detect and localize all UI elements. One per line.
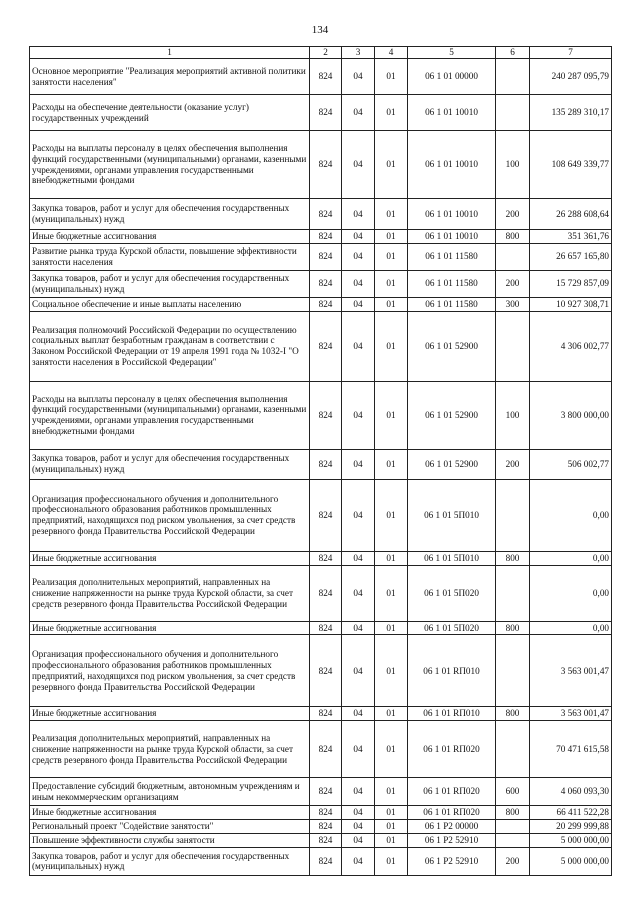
page-number: 134 bbox=[311, 24, 329, 36]
amount: 70 471 615,58 bbox=[530, 721, 612, 778]
expense-name: Иные бюджетные ассигнования bbox=[30, 806, 310, 820]
grbs-code: 824 bbox=[310, 479, 342, 551]
expense-type-code bbox=[496, 834, 530, 848]
table-row bbox=[30, 230, 612, 244]
subsection-code: 01 bbox=[375, 479, 408, 551]
amount: 20 299 999,88 bbox=[530, 820, 612, 834]
target-article-code: 06 1 01 10010 bbox=[408, 230, 496, 244]
section-code: 04 bbox=[342, 243, 375, 270]
amount: 240 287 095,79 bbox=[530, 59, 612, 95]
target-article-code: 06 1 01 10010 bbox=[408, 131, 496, 199]
grbs-code: 824 bbox=[310, 297, 342, 311]
subsection-code: 01 bbox=[375, 778, 408, 806]
expense-type-code: 800 bbox=[496, 806, 530, 820]
amount: 3 800 000,00 bbox=[530, 381, 612, 449]
table-row bbox=[30, 270, 612, 297]
column-number-header-row bbox=[30, 47, 612, 59]
expense-type-code bbox=[496, 243, 530, 270]
target-article-code: 06 1 01 5П020 bbox=[408, 565, 496, 621]
amount: 0,00 bbox=[530, 621, 612, 635]
subsection-code: 01 bbox=[375, 820, 408, 834]
amount: 3 563 001,47 bbox=[530, 635, 612, 707]
amount: 5 000 000,00 bbox=[530, 834, 612, 848]
target-article-code: 06 1 01 RП020 bbox=[408, 806, 496, 820]
amount: 3 563 001,47 bbox=[530, 707, 612, 721]
table-row bbox=[30, 635, 612, 707]
table-row bbox=[30, 551, 612, 565]
column-header: 2 bbox=[310, 47, 342, 59]
section-code: 04 bbox=[342, 635, 375, 707]
amount: 10 927 308,71 bbox=[530, 297, 612, 311]
expense-name: Расходы на выплаты персоналу в целях обеспечения выполнения функций государственными (муниципальными) органами, казенными учреждениями, органами управления государственными внебюджетными фондами bbox=[30, 381, 310, 449]
subsection-code: 01 bbox=[375, 95, 408, 131]
section-code: 04 bbox=[342, 778, 375, 806]
grbs-code: 824 bbox=[310, 635, 342, 707]
expense-name: Закупка товаров, работ и услуг для обеспечения государственных (муниципальных) нужд bbox=[30, 847, 310, 875]
target-article-code: 06 1 P2 52910 bbox=[408, 834, 496, 848]
table-row bbox=[30, 131, 612, 199]
subsection-code: 01 bbox=[375, 721, 408, 778]
grbs-code: 824 bbox=[310, 311, 342, 381]
subsection-code: 01 bbox=[375, 565, 408, 621]
subsection-code: 01 bbox=[375, 59, 408, 95]
subsection-code: 01 bbox=[375, 270, 408, 297]
expense-type-code bbox=[496, 565, 530, 621]
grbs-code: 824 bbox=[310, 721, 342, 778]
section-code: 04 bbox=[342, 131, 375, 199]
grbs-code: 824 bbox=[310, 243, 342, 270]
expense-name: Закупка товаров, работ и услуг для обеспечения государственных (муниципальных) нужд bbox=[30, 199, 310, 230]
grbs-code: 824 bbox=[310, 230, 342, 244]
expense-name: Предоставление субсидий бюджетным, автономным учреждениям и иным некоммерческим организациям bbox=[30, 778, 310, 806]
target-article-code: 06 1 01 RП010 bbox=[408, 707, 496, 721]
target-article-code: 06 1 01 11580 bbox=[408, 270, 496, 297]
amount: 26 288 608,64 bbox=[530, 199, 612, 230]
grbs-code: 824 bbox=[310, 381, 342, 449]
section-code: 04 bbox=[342, 707, 375, 721]
grbs-code: 824 bbox=[310, 806, 342, 820]
amount: 0,00 bbox=[530, 479, 612, 551]
table-row bbox=[30, 565, 612, 621]
table-row bbox=[30, 95, 612, 131]
grbs-code: 824 bbox=[310, 621, 342, 635]
grbs-code: 824 bbox=[310, 449, 342, 479]
section-code: 04 bbox=[342, 479, 375, 551]
table-row bbox=[30, 449, 612, 479]
table-row bbox=[30, 199, 612, 230]
target-article-code: 06 1 01 10010 bbox=[408, 199, 496, 230]
subsection-code: 01 bbox=[375, 635, 408, 707]
subsection-code: 01 bbox=[375, 847, 408, 875]
column-header: 6 bbox=[496, 47, 530, 59]
expense-type-code: 600 bbox=[496, 778, 530, 806]
target-article-code: 06 1 01 52900 bbox=[408, 311, 496, 381]
grbs-code: 824 bbox=[310, 847, 342, 875]
section-code: 04 bbox=[342, 381, 375, 449]
amount: 351 361,76 bbox=[530, 230, 612, 244]
section-code: 04 bbox=[342, 834, 375, 848]
column-header: 4 bbox=[375, 47, 408, 59]
subsection-code: 01 bbox=[375, 449, 408, 479]
subsection-code: 01 bbox=[375, 311, 408, 381]
subsection-code: 01 bbox=[375, 297, 408, 311]
target-article-code: 06 1 01 10010 bbox=[408, 95, 496, 131]
table-row bbox=[30, 847, 612, 875]
expense-name: Иные бюджетные ассигнования bbox=[30, 621, 310, 635]
target-article-code: 06 1 01 RП010 bbox=[408, 635, 496, 707]
expense-type-code: 800 bbox=[496, 551, 530, 565]
section-code: 04 bbox=[342, 820, 375, 834]
expense-type-code bbox=[496, 311, 530, 381]
expense-name: Закупка товаров, работ и услуг для обеспечения государственных (муниципальных) нужд bbox=[30, 270, 310, 297]
expense-type-code: 300 bbox=[496, 297, 530, 311]
expense-type-code bbox=[496, 59, 530, 95]
expense-name: Организация профессионального обучения и дополнительного профессионального образования работников промышленных предприятий, находящихся под риском увольнения, за счет средств резервного фонда Правительства Российской Федерации bbox=[30, 635, 310, 707]
section-code: 04 bbox=[342, 565, 375, 621]
column-header: 7 bbox=[530, 47, 612, 59]
expense-type-code: 800 bbox=[496, 621, 530, 635]
grbs-code: 824 bbox=[310, 131, 342, 199]
target-article-code: 06 1 P2 52910 bbox=[408, 847, 496, 875]
target-article-code: 06 1 P2 00000 bbox=[408, 820, 496, 834]
amount: 506 002,77 bbox=[530, 449, 612, 479]
grbs-code: 824 bbox=[310, 199, 342, 230]
expense-name: Реализация дополнительных мероприятий, направленных на снижение напряженности на рынке труда Курской области, за счет средств резервного фонда Правительства Российской Федерации bbox=[30, 721, 310, 778]
table-row bbox=[30, 311, 612, 381]
amount: 4 306 002,77 bbox=[530, 311, 612, 381]
grbs-code: 824 bbox=[310, 834, 342, 848]
section-code: 04 bbox=[342, 199, 375, 230]
target-article-code: 06 1 01 RП020 bbox=[408, 721, 496, 778]
table-row bbox=[30, 243, 612, 270]
amount: 108 649 339,77 bbox=[530, 131, 612, 199]
expense-name: Развитие рынка труда Курской области, повышение эффективности занятости населения bbox=[30, 243, 310, 270]
grbs-code: 824 bbox=[310, 270, 342, 297]
expense-name: Закупка товаров, работ и услуг для обеспечения государственных (муниципальных) нужд bbox=[30, 449, 310, 479]
table-row bbox=[30, 59, 612, 95]
expense-name: Иные бюджетные ассигнования bbox=[30, 707, 310, 721]
target-article-code: 06 1 01 11580 bbox=[408, 297, 496, 311]
expense-type-code: 200 bbox=[496, 449, 530, 479]
table-row bbox=[30, 806, 612, 820]
target-article-code: 06 1 01 RП020 bbox=[408, 778, 496, 806]
expense-name: Реализация полномочий Российской Федерации по осуществлению социальных выплат безработным гражданам в соответствии с Законом Российской Федерации от 19 апреля 1991 года № 1032-I "О занятости населения в Российской Федерации" bbox=[30, 311, 310, 381]
amount: 5 000 000,00 bbox=[530, 847, 612, 875]
grbs-code: 824 bbox=[310, 551, 342, 565]
expense-type-code bbox=[496, 635, 530, 707]
expense-type-code: 200 bbox=[496, 199, 530, 230]
expense-name: Реализация дополнительных мероприятий, направленных на снижение напряженности на рынке труда Курской области, за счет средств резервного фонда Правительства Российской Федерации bbox=[30, 565, 310, 621]
section-code: 04 bbox=[342, 95, 375, 131]
expense-name: Организация профессионального обучения и дополнительного профессионального образования работников промышленных предприятий, находящихся под риском увольнения, за счет средств резервного фонда Правительства Российской Федерации bbox=[30, 479, 310, 551]
expense-name: Основное мероприятие "Реализация мероприятий активной политики занятости населения" bbox=[30, 59, 310, 95]
amount: 135 289 310,17 bbox=[530, 95, 612, 131]
expense-name: Региональный проект "Содействие занятости" bbox=[30, 820, 310, 834]
subsection-code: 01 bbox=[375, 381, 408, 449]
table-row bbox=[30, 707, 612, 721]
budget-table bbox=[29, 46, 612, 876]
amount: 15 729 857,09 bbox=[530, 270, 612, 297]
subsection-code: 01 bbox=[375, 551, 408, 565]
grbs-code: 824 bbox=[310, 707, 342, 721]
table-row bbox=[30, 834, 612, 848]
grbs-code: 824 bbox=[310, 820, 342, 834]
expense-type-code bbox=[496, 721, 530, 778]
section-code: 04 bbox=[342, 721, 375, 778]
subsection-code: 01 bbox=[375, 131, 408, 199]
column-header: 5 bbox=[408, 47, 496, 59]
expense-name: Повышение эффективности службы занятости bbox=[30, 834, 310, 848]
section-code: 04 bbox=[342, 449, 375, 479]
amount: 4 060 093,30 bbox=[530, 778, 612, 806]
subsection-code: 01 bbox=[375, 621, 408, 635]
expense-name: Иные бюджетные ассигнования bbox=[30, 230, 310, 244]
expense-type-code: 800 bbox=[496, 707, 530, 721]
subsection-code: 01 bbox=[375, 707, 408, 721]
expense-type-code: 100 bbox=[496, 131, 530, 199]
table-row bbox=[30, 621, 612, 635]
section-code: 04 bbox=[342, 297, 375, 311]
expense-name: Расходы на обеспечение деятельности (оказание услуг) государственных учреждений bbox=[30, 95, 310, 131]
table-row bbox=[30, 297, 612, 311]
grbs-code: 824 bbox=[310, 59, 342, 95]
table-row bbox=[30, 778, 612, 806]
target-article-code: 06 1 01 00000 bbox=[408, 59, 496, 95]
expense-type-code: 100 bbox=[496, 381, 530, 449]
subsection-code: 01 bbox=[375, 806, 408, 820]
grbs-code: 824 bbox=[310, 778, 342, 806]
section-code: 04 bbox=[342, 806, 375, 820]
expense-name: Расходы на выплаты персоналу в целях обеспечения выполнения функций государственными (муниципальными) органами, казенными учреждениями, органами управления государственными внебюджетными фондами bbox=[30, 131, 310, 199]
target-article-code: 06 1 01 5П010 bbox=[408, 479, 496, 551]
grbs-code: 824 bbox=[310, 95, 342, 131]
table-row bbox=[30, 479, 612, 551]
grbs-code: 824 bbox=[310, 565, 342, 621]
expense-type-code bbox=[496, 820, 530, 834]
section-code: 04 bbox=[342, 59, 375, 95]
column-header: 3 bbox=[342, 47, 375, 59]
section-code: 04 bbox=[342, 847, 375, 875]
subsection-code: 01 bbox=[375, 834, 408, 848]
amount: 66 411 522,28 bbox=[530, 806, 612, 820]
amount: 26 657 165,80 bbox=[530, 243, 612, 270]
expense-type-code: 200 bbox=[496, 270, 530, 297]
amount: 0,00 bbox=[530, 565, 612, 621]
target-article-code: 06 1 01 11580 bbox=[408, 243, 496, 270]
section-code: 04 bbox=[342, 311, 375, 381]
expense-type-code bbox=[496, 479, 530, 551]
section-code: 04 bbox=[342, 230, 375, 244]
table-row bbox=[30, 721, 612, 778]
expense-name: Социальное обеспечение и иные выплаты населению bbox=[30, 297, 310, 311]
section-code: 04 bbox=[342, 551, 375, 565]
expense-name: Иные бюджетные ассигнования bbox=[30, 551, 310, 565]
section-code: 04 bbox=[342, 270, 375, 297]
target-article-code: 06 1 01 52900 bbox=[408, 449, 496, 479]
expense-type-code bbox=[496, 95, 530, 131]
subsection-code: 01 bbox=[375, 243, 408, 270]
amount: 0,00 bbox=[530, 551, 612, 565]
table-row bbox=[30, 820, 612, 834]
target-article-code: 06 1 01 52900 bbox=[408, 381, 496, 449]
target-article-code: 06 1 01 5П020 bbox=[408, 621, 496, 635]
subsection-code: 01 bbox=[375, 230, 408, 244]
expense-type-code: 800 bbox=[496, 230, 530, 244]
table-row bbox=[30, 381, 612, 449]
expense-type-code: 200 bbox=[496, 847, 530, 875]
section-code: 04 bbox=[342, 621, 375, 635]
target-article-code: 06 1 01 5П010 bbox=[408, 551, 496, 565]
subsection-code: 01 bbox=[375, 199, 408, 230]
column-header: 1 bbox=[30, 47, 310, 59]
